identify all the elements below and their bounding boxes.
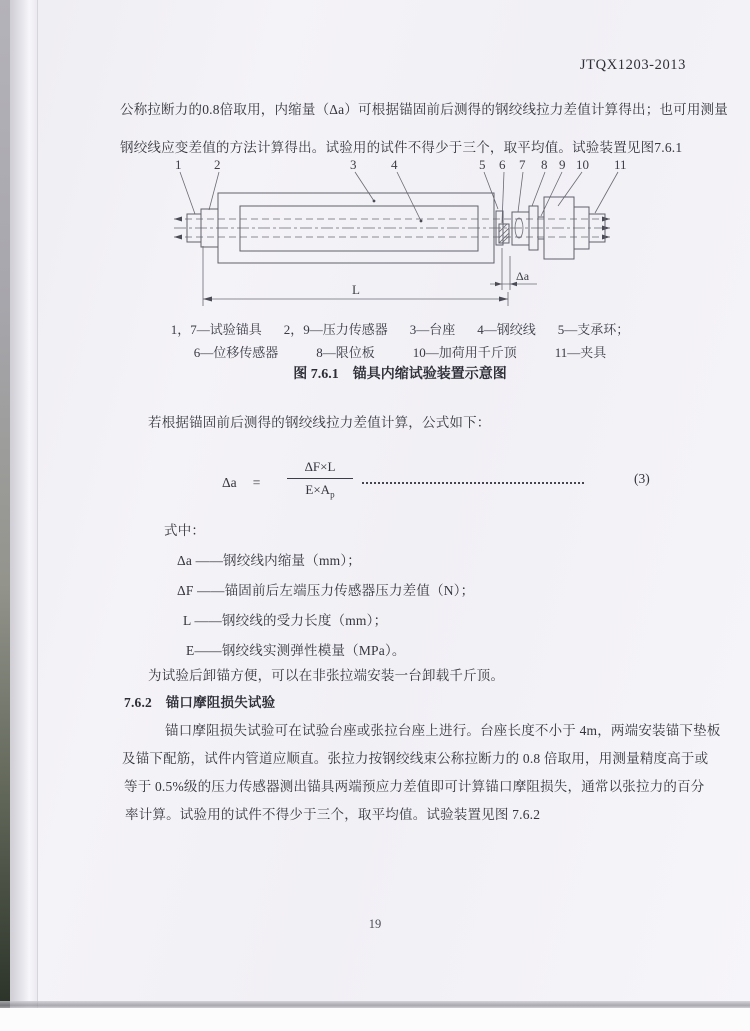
legend-item: 2，9—压力传感器 — [283, 322, 388, 337]
legend-item: 4—钢绞线 — [477, 322, 536, 337]
section-heading: 7.6.2 锚口摩阻损失试验 — [124, 695, 276, 710]
legend-item: 5—支承环； — [557, 322, 630, 337]
page-curl-band — [10, 0, 38, 1008]
section-line: 率计算。试验用的试件不得少于三个，取平均值。试验装置见图 7.6.2 — [125, 807, 541, 822]
legend-item: 8—限位板 — [316, 345, 375, 360]
callout-4: 4 — [391, 157, 398, 172]
section-line: 锚口摩阻损失试验可在试验台座或张拉台座上进行。台座长度不小于 4m，两端安装锚下垫板 — [165, 723, 721, 738]
formula-number: (3) — [634, 471, 650, 486]
callout-3: 3 — [350, 157, 357, 172]
figure-legend-row-2 — [120, 342, 680, 361]
definition-item: Δa ——钢绞线内缩量（mm）； — [177, 553, 361, 568]
figure-7-6-1-diagram — [160, 152, 652, 320]
formula-fraction — [287, 459, 353, 500]
definition-item: L ——钢绞线的受力长度（mm）； — [183, 613, 388, 628]
figure-caption: 图 7.6.1 锚具内缩试验装置示意图 — [293, 367, 507, 382]
dimension-delta-a — [490, 248, 537, 290]
definitions-intro: 式中： — [164, 523, 206, 538]
delta-a-label: Δa — [516, 269, 530, 283]
definitions-note: 为试验后卸锚方便，可以在非张拉端安装一台卸载千斤顶。 — [148, 668, 505, 683]
formula-intro: 若根据锚固前后测得的钢绞线拉力差值计算，公式如下： — [148, 415, 491, 430]
scanner-background — [0, 1008, 750, 1031]
formula-denominator — [287, 479, 353, 500]
length-label: L — [352, 282, 360, 297]
binding-edge-shadow — [0, 0, 10, 1008]
callout-9: 9 — [559, 157, 566, 172]
legend-item: 6—位移传感器 — [193, 345, 279, 360]
definition-item: E——钢绞线实测弹性模量（MPa）。 — [186, 643, 406, 658]
page-number: 19 — [368, 917, 382, 931]
legend-item: 11—夹具 — [554, 345, 607, 360]
strand-lines — [174, 217, 610, 240]
formula-numerator: ΔF×L — [287, 459, 353, 479]
callout-8: 8 — [541, 157, 548, 172]
test-anchor-rect — [512, 212, 529, 245]
section-line: 及锚下配筋，试件内管道应顺直。张拉力按钢绞线束公称拉断力的 0.8 倍取用，用测量精度高于或 — [122, 751, 709, 766]
callout-2: 2 — [214, 157, 221, 172]
section-line: 等于 0.5%级的压力传感器测出锚具两端预应力差值即可计算锚口摩阻损失，通常以张拉力的百分 — [124, 779, 705, 794]
formula-dotted-leader — [362, 472, 584, 484]
formula-symbol: Δa — [222, 475, 237, 490]
legend-item: 10—加荷用千斤顶 — [412, 345, 517, 360]
callout-11: 11 — [614, 157, 627, 172]
pedestal-inner-rect — [240, 206, 478, 251]
legend-item: 1，7—试验锚具 — [170, 322, 262, 337]
doc-number: JTQX1203-2013 — [579, 57, 686, 73]
figure-callout-labels — [175, 157, 627, 172]
formula-lhs — [222, 475, 260, 491]
callout-5: 5 — [479, 157, 486, 172]
intro-line-2: 钢绞线应变差值的方法计算得出。试验用的试件不得少于三个，取平均值。试验装置见图7.6.1 — [120, 140, 683, 155]
definition-item: ΔF ——锚固前后左端压力传感器压力差值（N）； — [177, 583, 475, 598]
denominator-subscript: p — [330, 489, 335, 500]
displacement-sensor-rect — [499, 224, 509, 243]
dimension-L — [203, 246, 508, 306]
denominator-base: E×A — [305, 482, 331, 497]
legend-item: 3—台座 — [409, 322, 456, 337]
callout-7: 7 — [519, 157, 526, 172]
callout-1: 1 — [175, 157, 182, 172]
callout-6: 6 — [499, 157, 506, 172]
intro-line-1: 公称拉断力的0.8倍取用，内缩量（Δa）可根据锚固前后测得的钢绞线拉力差值计算得出；也可用测量 — [120, 102, 728, 117]
formula-equals: = — [252, 475, 261, 490]
callout-10: 10 — [576, 157, 589, 172]
figure-legend-row-1 — [120, 319, 680, 338]
